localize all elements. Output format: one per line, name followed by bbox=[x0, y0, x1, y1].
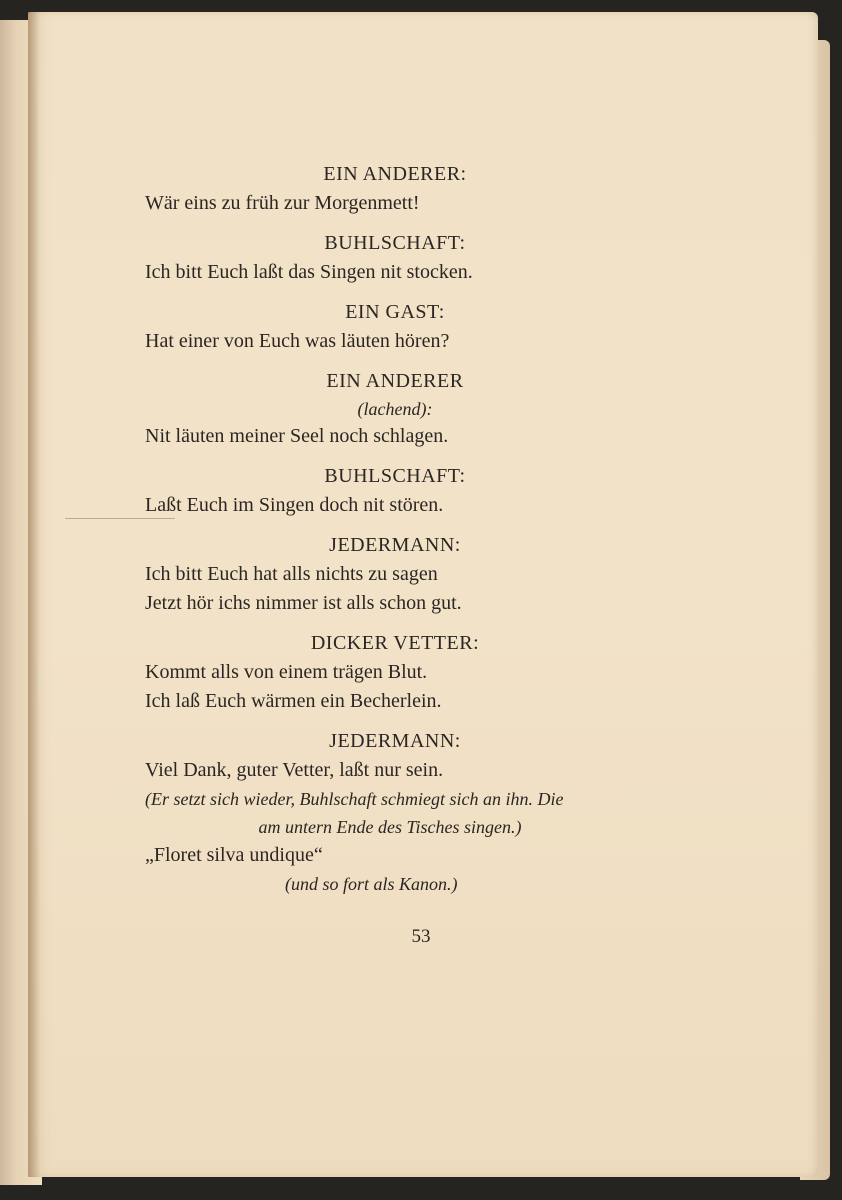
dialogue-block bbox=[115, 530, 675, 618]
dialogue-line: Laßt Euch im Singen doch nit stören. bbox=[145, 494, 444, 516]
dialogue-line: Hat einer von Euch was läuten hören? bbox=[145, 330, 450, 352]
stage-direction: (lachend): bbox=[357, 399, 433, 419]
stage-direction: (Er setzt sich wieder, Buhlschaft schmiegt sich an ihn. Die bbox=[145, 789, 564, 809]
dialogue-line: Nit läuten meiner Seel noch schlagen. bbox=[145, 425, 449, 447]
speaker-name: BUHLSCHAFT: bbox=[324, 465, 466, 487]
dialogue-line: Ich laß Euch wärmen ein Becherlein. bbox=[145, 690, 442, 712]
dialogue-line: Kommt alls von einem trägen Blut. bbox=[145, 661, 428, 683]
stage-direction: (und so fort als Kanon.) bbox=[285, 874, 458, 894]
speaker-name: EIN GAST: bbox=[345, 301, 445, 323]
dialogue-block bbox=[115, 461, 675, 520]
dialogue-line: Viel Dank, guter Vetter, laßt nur sein. bbox=[145, 759, 444, 781]
dialogue-line: Wär eins zu früh zur Morgenmett! bbox=[145, 192, 420, 214]
page-gutter bbox=[28, 12, 40, 1177]
dialogue-block bbox=[115, 366, 675, 451]
dialogue-block bbox=[115, 628, 675, 716]
song-line: „Floret silva undique“ bbox=[145, 844, 323, 866]
speaker-name: DICKER VETTER: bbox=[310, 632, 480, 654]
stage-direction: am untern Ende des Tisches singen.) bbox=[258, 817, 522, 837]
speaker-name: EIN ANDERER: bbox=[323, 163, 467, 185]
speaker-name: JEDERMANN: bbox=[329, 534, 461, 556]
play-text bbox=[115, 155, 675, 908]
speaker-name: BUHLSCHAFT: bbox=[324, 232, 466, 254]
speaker-name: JEDERMANN: bbox=[329, 730, 461, 752]
dialogue-block bbox=[115, 726, 675, 898]
dialogue-block bbox=[115, 297, 675, 356]
dialogue-block bbox=[115, 228, 675, 287]
dialogue-line: Ich bitt Euch hat alls nichts zu sagen bbox=[145, 563, 438, 585]
page-number: 53 bbox=[411, 926, 431, 947]
speaker-name: EIN ANDERER bbox=[326, 370, 464, 392]
dialogue-line: Jetzt hör ichs nimmer ist alls schon gut. bbox=[145, 592, 462, 614]
dialogue-line: Ich bitt Euch laßt das Singen nit stocken. bbox=[145, 261, 473, 283]
dialogue-block bbox=[115, 159, 675, 218]
